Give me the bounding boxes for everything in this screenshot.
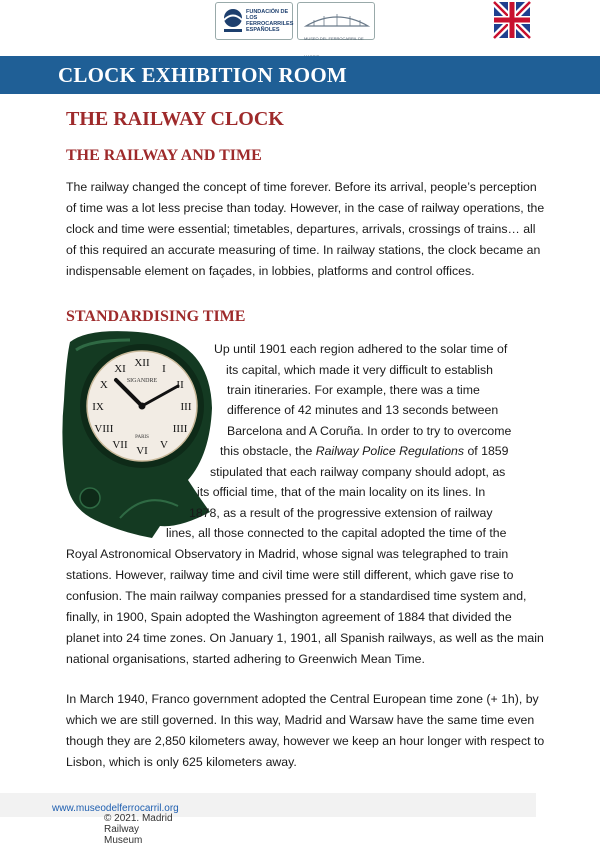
header-logos (215, 2, 375, 40)
section-paragraph-time-zone: In March 1940, Franco government adopted the Central European time zone (+ 1h), by which we are still governed. In this way, Madrid and Warsaw have the same time even though they are 2,850 kilometers away, however we keep an hour longer with respect to Lisbon, which is only 625 kilometers away. (66, 692, 545, 769)
footer-copyright: © 2021. Madrid Railway Museum (104, 813, 173, 846)
section-paragraph-railway-time: The railway changed the concept of time forever. Before its arrival, people’s perception of time was a lot less precise than today. However, in the case of railway operations, the clock and time were essential; timetables, departures, arrivals, crossings of trains… all of this required an accurate measuring of time. In railway stations, the clock became an indispensable element on façades, in lobbies, platforms and control offices. (66, 180, 545, 278)
page-title: THE RAILWAY CLOCK (66, 108, 284, 130)
banner-title: CLOCK EXHIBITION ROOM (58, 63, 347, 87)
foundation-emblem-icon (220, 7, 246, 35)
wrap-line-4: difference of 42 minutes and 13 seconds between (227, 403, 499, 417)
wrap-line-5: Barcelona and A Coruña. In order to try to overcome (227, 424, 512, 438)
clock-numeral: III (180, 401, 192, 413)
clock-numeral: VI (136, 445, 148, 457)
section-paragraph-standardising-rest: Royal Astronomical Observatory in Madrid, whose signal was telegraphed to train stations. However, railway time and civil time were still different, which gave rise to confusion. The main railway companies pressed for a standardised time system and, finally, in 1900, Spain adopted the Washington agreement of 1884 that divided the planet into 24 time zones. On January 1, 1901, all Spanish railways, as well as the main national organisations, started adhering to Greenwich Mean Time. (66, 547, 544, 666)
uk-flag-icon (494, 2, 530, 38)
clock-numeral: XII (134, 357, 150, 369)
clock-numeral: X (99, 379, 108, 391)
wrap-line-3: train itineraries. For example, there was a time (227, 383, 480, 397)
section-banner (0, 56, 600, 94)
section-heading-railway-time: THE RAILWAY AND TIME (66, 147, 262, 164)
footer (0, 793, 536, 846)
wrap-line-6b: of 1859 (464, 444, 509, 458)
clock-numeral: XI (114, 362, 126, 375)
wrap-line-2: its capital, which made it very difficult to establish (226, 363, 494, 377)
museum-building-icon (302, 6, 372, 41)
clock-numeral: VII (112, 439, 128, 452)
wrap-line-8: its official time, that of the main locality on its lines. In (197, 485, 486, 499)
foundation-logo-text: FUNDACIÓN DE LOS FERROCARRILES ESPAÑOLES (246, 9, 294, 33)
clock-numeral: VIII (94, 423, 114, 435)
clock-numeral: I (162, 362, 166, 375)
wrap-line-6a: this obstacle, the (220, 444, 316, 458)
language-flag-button[interactable] (494, 2, 530, 38)
clock-brand-text: SIGANDRE (126, 378, 158, 384)
wrap-line-10: lines, all those connected to the capital adopted the time of the (166, 526, 507, 540)
police-regulations-title: Railway Police Regulations (315, 444, 465, 458)
footer-text (52, 803, 179, 846)
wrap-line-6 (220, 441, 508, 462)
wrap-line-7: stipulated that each railway company should adopt, as (210, 465, 506, 479)
clock-numeral: II (176, 379, 184, 391)
museum-website-link[interactable]: www.museodelferrocarril.org (52, 803, 179, 814)
clock-city-text: PARIS (135, 435, 149, 440)
section-heading-standardising: STANDARDISING TIME (66, 308, 246, 325)
museum-logo[interactable] (297, 2, 375, 40)
foundation-logo[interactable] (215, 2, 293, 40)
clock-numeral: IIII (172, 423, 188, 435)
clock-numeral: IX (92, 401, 104, 413)
museum-logo-text: MUSEO DEL FERROCARRIL DE (304, 36, 364, 41)
wrap-line-9: 1878, as a result of the progressive extension of railway (189, 506, 493, 520)
wrap-line-1: Up until 1901 each region adhered to the solar time of (214, 342, 508, 356)
clock-numeral: V (160, 439, 168, 452)
